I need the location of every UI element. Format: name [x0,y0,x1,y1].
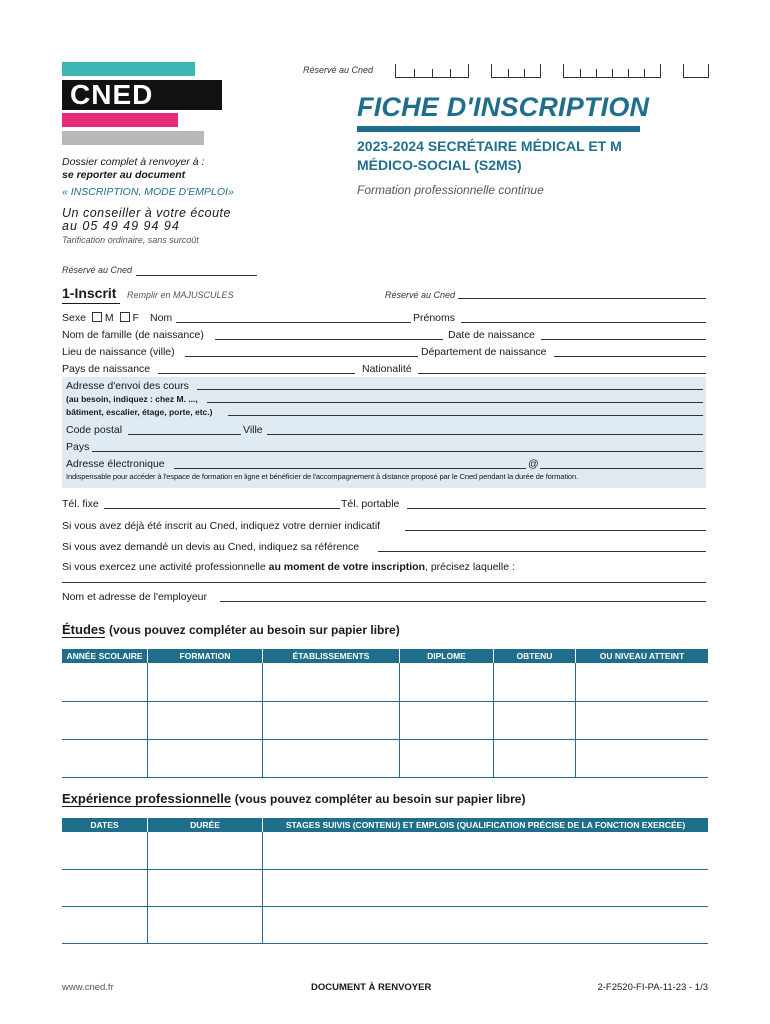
employeur-label: Nom et adresse de l'employeur [62,591,207,603]
tarif-note: Tarification ordinaire, sans surcoût [62,235,199,245]
tel-fixe-label: Tél. fixe [62,498,99,510]
reserved-box-1[interactable] [395,64,469,78]
inscrit-reserved-line[interactable] [458,298,706,299]
inscrit-hint: Remplir en MAJUSCULES [127,290,234,300]
table-cell[interactable] [148,869,263,906]
logo-pink-bar [62,113,178,127]
lieu-naissance-label: Lieu de naissance (ville) [62,346,175,358]
dossier-line3: « INSCRIPTION, MODE D'EMPLOI» [62,186,234,198]
sexe-text: Sexe [62,312,86,324]
pays-field[interactable] [92,451,703,452]
dossier-line1: Dossier complet à renvoyer à : [62,156,205,168]
pays-label: Pays [66,441,90,453]
activite-field[interactable] [62,582,706,583]
table-cell[interactable] [494,701,576,739]
nationalite-field[interactable] [418,373,706,374]
employeur-field[interactable] [220,601,706,602]
prenoms-label: Prénoms [413,312,456,324]
table-cell[interactable] [62,739,148,777]
tel-portable-label: Tél. portable [341,498,400,510]
m-label: M [104,312,114,324]
date-naissance-field[interactable] [541,339,706,340]
table-cell[interactable] [148,663,263,701]
table-cell[interactable] [263,701,400,739]
table-cell[interactable] [263,663,400,701]
experience-table [62,818,708,944]
activite-pre: Si vous exercez une activité professionnelle [62,561,269,573]
nom-famille-label: Nom de famille (de naissance) [62,329,204,341]
col-annee-scolaire: ANNÉE SCOLAIRE [62,649,148,663]
deja-inscrit-label: Si vous avez déjà été inscrit au Cned, indiquez votre dernier indicatif [62,520,381,532]
inscrit-reserved-label: Réservé au Cned [385,290,456,300]
tel-portable-field[interactable] [407,508,706,509]
code-postal-field[interactable] [128,434,241,435]
col-niveau-atteint: OU NIVEAU ATTEINT [576,649,709,663]
inscrit-underline [62,303,120,304]
prenoms-field[interactable] [461,322,706,323]
adresse-envoi-label: Adresse d'envoi des cours [66,380,189,392]
f-label: F [132,312,139,324]
table-cell[interactable] [400,663,494,701]
reserved-mid-line[interactable] [136,275,257,276]
table-cell[interactable] [62,869,148,906]
adresse-line3-field[interactable] [228,415,703,416]
experience-header-row [62,818,708,832]
table-cell[interactable] [62,701,148,739]
table-cell[interactable] [148,739,263,777]
batiment-note: bâtiment, escalier, étage, porte, etc.) [66,407,213,417]
reserved-top-label: Réservé au Cned [303,65,374,75]
col-stages: STAGES SUIVIS (CONTENU) ET EMPLOIS (QUALIFICATION PRÉCISE DE LA FONCTION EXERCÉE) [263,818,709,832]
experience-note: (vous pouvez compléter au besoin sur papier libre) [234,792,526,806]
title-underline [357,126,640,132]
email-field-right[interactable] [540,468,703,469]
table-row [62,663,708,701]
devis-field[interactable] [378,551,706,552]
checkbox-f[interactable] [120,312,130,322]
table-cell[interactable] [148,906,263,943]
lieu-naissance-field[interactable] [185,356,418,357]
table-cell[interactable] [263,869,709,906]
table-cell[interactable] [400,739,494,777]
footer-website[interactable]: www.cned.fr [62,982,114,993]
reserved-box-3[interactable] [563,64,661,78]
col-duree: DURÉE [148,818,263,832]
reserved-mid-label: Réservé au Cned [62,265,133,275]
col-etablissements: ÉTABLISSEMENTS [263,649,400,663]
ville-field[interactable] [267,434,703,435]
code-postal-label: Code postal [66,424,123,436]
table-row [62,701,708,739]
table-row [62,832,708,869]
adresse-envoi-field[interactable] [197,389,703,390]
sexe-label [62,312,139,324]
date-naissance-label: Date de naissance [448,329,535,341]
nom-field[interactable] [176,322,411,323]
table-cell[interactable] [494,739,576,777]
au-besoin-note: (au besoin, indiquez : chez M. ..., [66,394,198,404]
activite-label [62,561,515,573]
reserved-box-4[interactable] [683,64,709,78]
nom-famille-field[interactable] [215,339,443,340]
table-cell[interactable] [263,832,709,869]
experience-heading [62,791,525,806]
table-cell[interactable] [148,701,263,739]
table-cell[interactable] [494,663,576,701]
table-cell[interactable] [263,906,709,943]
table-cell[interactable] [148,832,263,869]
activite-post: , précisez laquelle : [424,561,515,573]
etudes-header-row [62,649,708,663]
footer-center: DOCUMENT À RENVOYER [311,982,432,993]
logo-gray-bar [62,131,204,145]
departement-field[interactable] [554,356,706,357]
indispensable-note: Indispensable pour accéder à l'espace de formation en ligne et bénéficier de l'accompagnement à distance proposé par le Cned pendant la durée de formation. [66,472,578,481]
table-row [62,739,708,777]
experience-heading-text: Expérience professionnelle [62,791,232,806]
page-title: FICHE D'INSCRIPTION [357,92,650,122]
subtitle-line2: MÉDICO-SOCIAL (S2MS) [357,157,522,173]
at-sign: @ [528,458,539,470]
pays-naissance-field[interactable] [158,373,355,374]
checkbox-m[interactable] [92,312,102,322]
inscrit-heading: 1-Inscrit [62,285,117,301]
reserved-box-2[interactable] [491,64,541,78]
subtitle-note: Formation professionnelle continue [357,183,544,197]
activite-bold: au moment de votre inscription [268,561,425,573]
table-cell[interactable] [576,701,709,739]
dossier-line2: se reporter au document [62,169,186,181]
table-cell[interactable] [400,701,494,739]
etudes-heading-text: Études [62,622,106,637]
nationalite-label: Nationalité [362,363,412,375]
nom-label: Nom [150,312,173,324]
table-cell[interactable] [62,906,148,943]
table-cell[interactable] [62,832,148,869]
table-row [62,906,708,943]
pays-naissance-label: Pays de naissance [62,363,151,375]
col-dates: DATES [62,818,148,832]
logo-teal-bar [62,62,195,76]
tel-fixe-field[interactable] [104,508,340,509]
table-cell[interactable] [62,663,148,701]
adresse-line2-field[interactable] [207,402,703,403]
advisor-line2: au 05 49 49 94 94 [62,219,180,233]
table-row [62,869,708,906]
subtitle-line1: 2023-2024 SECRÉTAIRE MÉDICAL ET M [357,138,622,154]
deja-inscrit-field[interactable] [405,530,706,531]
etudes-heading [62,622,400,637]
devis-label: Si vous avez demandé un devis au Cned, indiquez sa référence [62,541,360,553]
table-cell[interactable] [576,663,709,701]
col-formation: FORMATION [148,649,263,663]
advisor-line1: Un conseiller à votre écoute [62,206,231,220]
departement-label: Département de naissance [421,346,547,358]
table-cell[interactable] [576,739,709,777]
footer-code: 2-F2520-FI-PA-11-23 - 1/3 [597,982,708,993]
col-obtenu: OBTENU [494,649,576,663]
col-diplome: DIPLOME [400,649,494,663]
etudes-note: (vous pouvez compléter au besoin sur papier libre) [108,623,400,637]
table-cell[interactable] [263,739,400,777]
email-field-left[interactable] [174,468,526,469]
adresse-electronique-label: Adresse électronique [66,458,165,470]
ville-label: Ville [243,424,263,436]
cned-logo: CNED [70,79,154,110]
etudes-table [62,649,708,778]
